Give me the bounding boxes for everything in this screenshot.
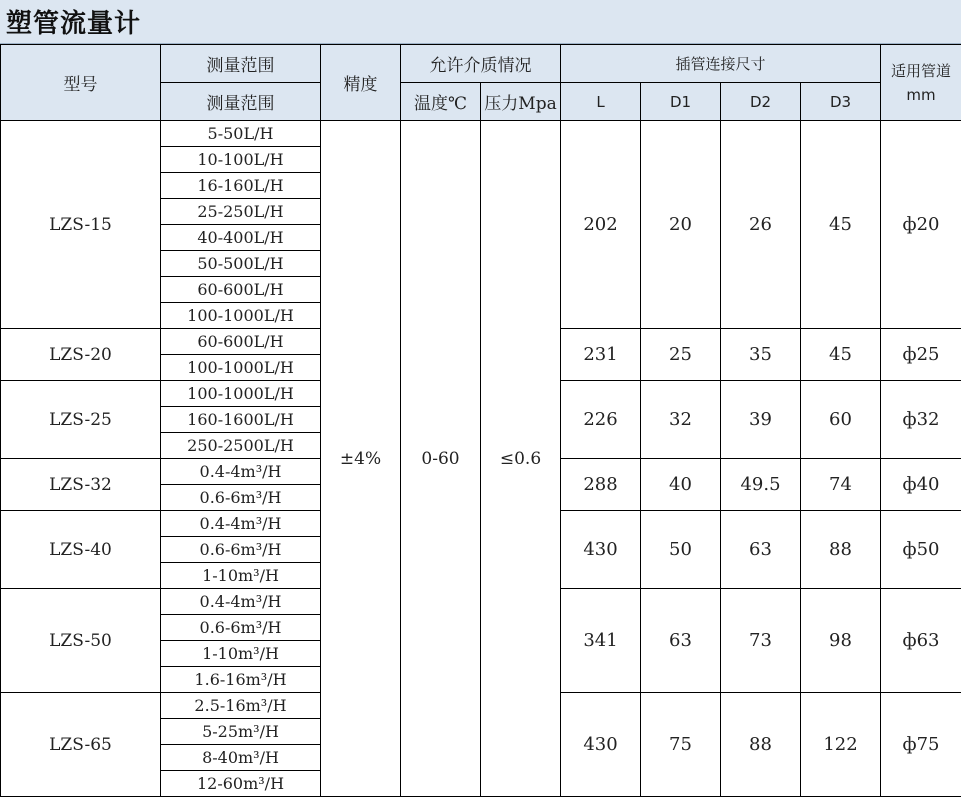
header-D2: D2 [721,83,801,121]
range-cell: 100-1000L/H [161,381,321,407]
dim-D2-cell: 49.5 [721,459,801,511]
range-cell: 1-10m³/H [161,563,321,589]
model-cell: LZS-15 [1,121,161,329]
range-cell: 100-1000L/H [161,303,321,329]
range-cell: 5-25m³/H [161,719,321,745]
header-D1: D1 [641,83,721,121]
dim-L-cell: 231 [561,329,641,381]
header-medium: 允许介质情况 [401,45,561,83]
dim-L-cell: 341 [561,589,641,693]
range-cell: 0.4-4m³/H [161,511,321,537]
header-model: 型号 [1,45,161,121]
page-title: 塑管流量计 [6,9,142,39]
header-range-top: 测量范围 [161,45,321,83]
dim-D3-cell: 60 [801,381,881,459]
dim-D1-cell: 75 [641,693,721,797]
range-cell: 0.4-4m³/H [161,589,321,615]
dim-D1-cell: 32 [641,381,721,459]
pipe-cell: ф40 [881,459,961,511]
temperature-cell: 0-60 [401,121,481,797]
range-cell: 0.6-6m³/H [161,615,321,641]
header-range-bottom: 测量范围 [161,83,321,121]
dim-D1-cell: 40 [641,459,721,511]
pipe-cell: ф75 [881,693,961,797]
header-pipe: 适用管道mm [881,45,961,121]
pressure-cell: ≤0.6 [481,121,561,797]
dim-D3-cell: 74 [801,459,881,511]
accuracy-cell: ±4% [321,121,401,797]
range-cell: 5-50L/H [161,121,321,147]
header-pressure: 压力Mpa [481,83,561,121]
pipe-cell: ф25 [881,329,961,381]
table-row [1,121,961,147]
range-cell: 250-2500L/H [161,433,321,459]
title-bar [0,0,961,44]
model-cell: LZS-20 [1,329,161,381]
range-cell: 0.6-6m³/H [161,485,321,511]
dim-D3-cell: 98 [801,589,881,693]
pipe-cell: ф50 [881,511,961,589]
range-cell: 0.4-4m³/H [161,459,321,485]
header-D3: D3 [801,83,881,121]
dim-D3-cell: 88 [801,511,881,589]
dim-D1-cell: 25 [641,329,721,381]
dim-D2-cell: 26 [721,121,801,329]
header-accuracy: 精度 [321,45,401,121]
range-cell: 160-1600L/H [161,407,321,433]
dim-D1-cell: 20 [641,121,721,329]
range-cell: 0.6-6m³/H [161,537,321,563]
header-L: L [561,83,641,121]
pipe-cell: ф63 [881,589,961,693]
range-cell: 50-500L/H [161,251,321,277]
range-cell: 25-250L/H [161,199,321,225]
range-cell: 100-1000L/H [161,355,321,381]
dim-D3-cell: 45 [801,121,881,329]
dim-L-cell: 226 [561,381,641,459]
range-cell: 60-600L/H [161,277,321,303]
range-cell: 1-10m³/H [161,641,321,667]
dim-D3-cell: 122 [801,693,881,797]
dim-L-cell: 288 [561,459,641,511]
range-cell: 8-40m³/H [161,745,321,771]
model-cell: LZS-40 [1,511,161,589]
dim-D1-cell: 63 [641,589,721,693]
dim-D2-cell: 73 [721,589,801,693]
model-cell: LZS-50 [1,589,161,693]
range-cell: 16-160L/H [161,173,321,199]
dim-L-cell: 202 [561,121,641,329]
model-cell: LZS-32 [1,459,161,511]
model-cell: LZS-25 [1,381,161,459]
header-temperature: 温度℃ [401,83,481,121]
table-body [1,121,961,797]
range-cell: 1.6-16m³/H [161,667,321,693]
range-cell: 60-600L/H [161,329,321,355]
header-dimensions: 插管连接尺寸 [561,45,881,83]
dim-D2-cell: 39 [721,381,801,459]
range-cell: 12-60m³/H [161,771,321,797]
pipe-cell: ф20 [881,121,961,329]
dim-L-cell: 430 [561,693,641,797]
dim-D1-cell: 50 [641,511,721,589]
dim-L-cell: 430 [561,511,641,589]
range-cell: 40-400L/H [161,225,321,251]
dim-D3-cell: 45 [801,329,881,381]
range-cell: 10-100L/H [161,147,321,173]
range-cell: 2.5-16m³/H [161,693,321,719]
dim-D2-cell: 35 [721,329,801,381]
dim-D2-cell: 88 [721,693,801,797]
model-cell: LZS-65 [1,693,161,797]
pipe-cell: ф32 [881,381,961,459]
dim-D2-cell: 63 [721,511,801,589]
flowmeter-spec-table [0,44,961,797]
